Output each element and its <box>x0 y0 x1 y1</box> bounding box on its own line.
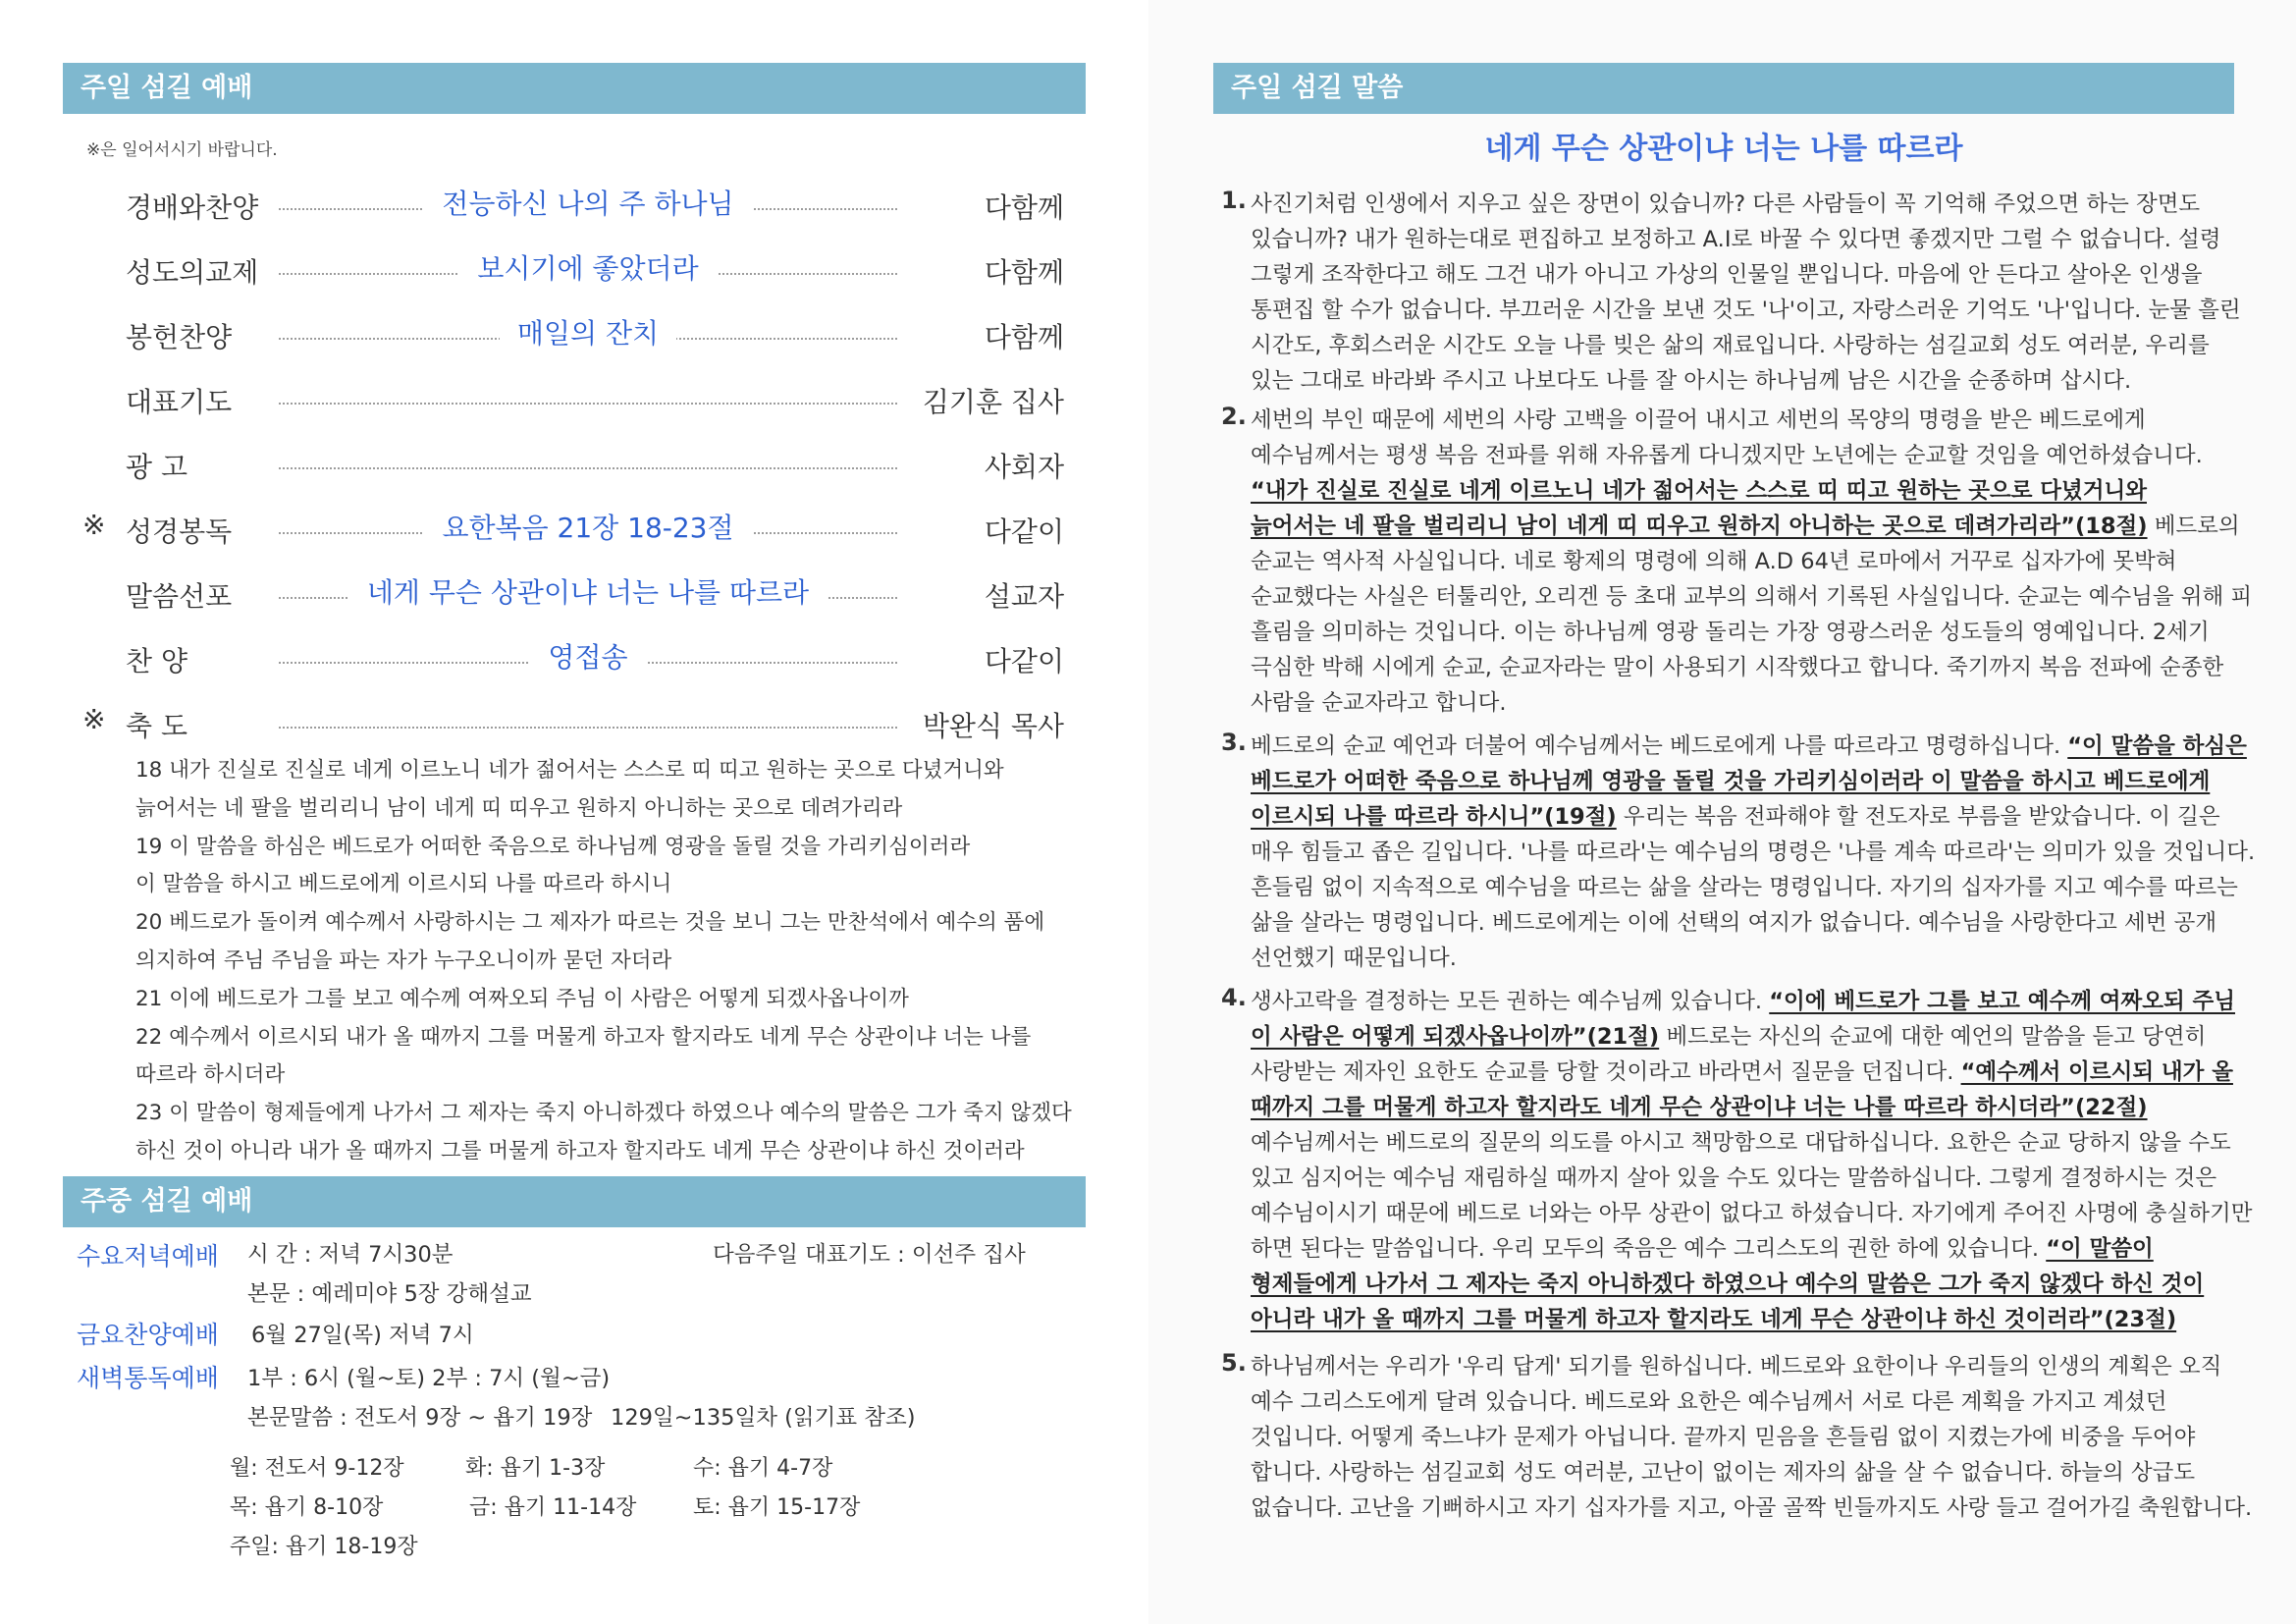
order-row <box>82 505 1064 554</box>
next-prayer: 다음주일 대표기도 : 이선주 집사 <box>713 1242 1026 1268</box>
scripture-line: 따르라 하시더라 <box>135 1062 286 1088</box>
order-leader: 다함께 <box>984 256 1064 289</box>
point-text: 것입니다. 어떻게 죽느냐가 문제가 아닙니다. 끝까지 믿음을 흔들림 없이 지켰는가에 비중을 두어야 <box>1251 1425 2196 1450</box>
scripture-line: 20 베드로가 돌이켜 예수께서 사랑하시는 그 제자가 따르는 것을 보니 그는 만찬석에서 예수의 품에 <box>135 910 1045 936</box>
point-text: 베드로는 자신의 순교에 대한 예언의 말씀을 듣고 당연히 <box>1659 1024 2207 1050</box>
standing-mark: ※ <box>82 703 106 735</box>
order-title-wrap <box>279 183 897 222</box>
point-text: 생사고락을 결정하는 모든 권하는 예수님께 있습니다. <box>1251 989 1770 1014</box>
point-body <box>1251 984 2253 1337</box>
order-row <box>82 375 1064 424</box>
reading-item: 토: 욥기 15-17장 <box>693 1495 861 1520</box>
dawn-label: 새벽통독예배 <box>77 1364 219 1392</box>
point-text: 매우 힘들고 좁은 길입니다. '나를 따르라'는 예수님의 명령은 '나를 계속 따르라'는 의미가 있을 것입니다. <box>1251 839 2256 865</box>
point-line <box>1251 1090 2242 1125</box>
point-text: 사람을 순교자라고 합니다. <box>1251 690 1507 716</box>
standing-note: ※은 일어서시기 바랍니다. <box>86 140 278 160</box>
point-body <box>1251 1349 2253 1526</box>
reading-item: 화: 욥기 1-3장 <box>465 1456 606 1481</box>
quoted-verse: “이 말씀을 하심은 <box>2067 733 2247 759</box>
point-line <box>1251 544 2242 579</box>
point-line <box>1251 509 2242 544</box>
point-number: 5. <box>1221 1349 1247 1377</box>
point-line <box>1251 1384 2242 1420</box>
point-body <box>1251 403 2253 721</box>
point-line <box>1251 1420 2242 1455</box>
order-row <box>82 699 1064 748</box>
wednesday-text: 본문 : 예레미야 5장 강해설교 <box>247 1281 532 1307</box>
point-line <box>1251 403 2242 438</box>
order-label: 축 도 <box>126 710 187 742</box>
point-text: 없습니다. 고난을 기뻐하시고 자기 십자가를 지고, 아골 골짝 빈들까지도 사랑 들고 걸어가길 축원합니다. <box>1251 1495 2253 1521</box>
order-title: 매일의 잔치 <box>500 317 676 350</box>
point-text: 삶을 살라는 명령입니다. 베드로에게는 이에 선택의 여지가 없습니다. 예수님을 사랑한다고 세번 공개 <box>1251 910 2217 936</box>
order-label: 경배와찬양 <box>126 191 259 224</box>
scripture-line: 23 이 말씀이 형제들에게 나가서 그 제자는 죽지 아니하겠다 하였으나 예수의 말씀은 그가 죽지 않겠다 <box>135 1101 1072 1126</box>
reading-item: 월: 전도서 9-12장 <box>230 1456 404 1481</box>
order-title-wrap <box>279 312 897 352</box>
point-text: 하나님께서는 우리가 '우리 답게' 되기를 원하십니다. 베드로와 요한이나 우리들의 인생의 계획은 오직 <box>1251 1354 2222 1380</box>
point-line <box>1251 685 2242 721</box>
order-leader: 김기훈 집사 <box>922 386 1064 418</box>
point-line <box>1251 941 2242 976</box>
point-line <box>1251 1349 2242 1384</box>
leader-dots <box>279 727 897 729</box>
point-line <box>1251 1302 2242 1337</box>
point-line <box>1251 257 2242 293</box>
dawn-text: 본문말씀 : 전도서 9장 ~ 욥기 19장 <box>247 1405 593 1431</box>
order-row <box>82 310 1064 359</box>
point-line <box>1251 1125 2242 1161</box>
point-text: 그렇게 조작한다고 해도 그건 내가 아니고 가상의 인물일 뿐입니다. 마음에 안 든다고 살아온 인생을 <box>1251 262 2203 288</box>
order-title-wrap <box>279 571 897 611</box>
scripture-line: 21 이에 베드로가 그를 보고 예수께 여짜오되 주님 이 사람은 어떻게 되겠사옵나이까 <box>135 986 909 1011</box>
point-line <box>1251 799 2242 835</box>
point-line <box>1251 293 2242 328</box>
point-line <box>1251 1055 2242 1090</box>
point-text: 베드로의 <box>2147 514 2240 539</box>
reading-item: 주일: 욥기 18-19장 <box>230 1535 418 1559</box>
friday-time: 6월 27일(목) 저녁 7시 <box>251 1323 474 1348</box>
quoted-verse: 이르시되 나를 따르라 하시니”(19절) <box>1251 804 1617 830</box>
order-row <box>82 440 1064 489</box>
point-text: 베드로의 순교 예언과 더불어 예수님께서는 베드로에게 나를 따르라고 명령하십니다. <box>1251 733 2068 759</box>
order-label: 성도의교제 <box>126 256 259 289</box>
order-leader: 다함께 <box>984 191 1064 224</box>
order-title: 네게 무슨 상관이냐 너는 나를 따르라 <box>349 576 827 609</box>
order-title: 보시기에 좋았더라 <box>459 252 716 285</box>
point-text: 흔들림 없이 지속적으로 예수님을 따르는 삶을 살라는 명령입니다. 자기의 십자가를 지고 예수를 따르는 <box>1251 875 2238 900</box>
order-row <box>82 634 1064 683</box>
order-label: 성경봉독 <box>126 515 233 548</box>
standing-mark: ※ <box>82 509 106 541</box>
sermon-header: 주일 섬길 말씀 <box>1213 63 2234 114</box>
point-number: 3. <box>1221 729 1247 756</box>
point-line <box>1251 1019 2242 1055</box>
point-line <box>1251 438 2242 473</box>
point-text: 예수 그리스도에게 달려 있습니다. 베드로와 요한은 예수님께서 서로 다른 계획을 가지고 계셨던 <box>1251 1389 2167 1415</box>
point-text: 있습니까? 내가 원하는대로 편집하고 보정하고 A.I로 바꿀 수 있다면 좋겠지만 그럴 수 없습니다. 설령 <box>1251 227 2221 252</box>
worship-header: 주일 섬길 예배 <box>63 63 1086 114</box>
scripture-line: 18 내가 진실로 진실로 네게 이르노니 네가 젊어서는 스스로 띠 띠고 원하는 곳으로 다녔거니와 <box>135 758 1004 783</box>
point-line <box>1251 984 2242 1019</box>
order-title-wrap <box>279 247 897 287</box>
reading-item: 수: 욥기 4-7장 <box>693 1456 833 1481</box>
point-line <box>1251 328 2242 363</box>
scripture-line: 이 말씀을 하시고 베드로에게 이르시되 나를 따르라 하시니 <box>135 872 672 897</box>
scripture-line: 19 이 말씀을 하심은 베드로가 어떠한 죽음으로 하나님께 영광을 돌릴 것을 가리키심이러라 <box>135 834 971 859</box>
point-line <box>1251 1161 2242 1196</box>
quoted-verse: 아니라 내가 올 때까지 그를 머물게 하고자 할지라도 네게 무슨 상관이냐 하신 것이러라”(23절) <box>1251 1307 2177 1332</box>
point-number: 1. <box>1221 187 1247 214</box>
point-line <box>1251 905 2242 941</box>
point-text: 예수님이시기 때문에 베드로 너와는 아무 상관이 없다고 하셨습니다. 자기에게 주어진 사명에 충실하기만 <box>1251 1201 2253 1226</box>
point-line <box>1251 1196 2253 1231</box>
dawn-days: 129일~135일차 (읽기표 참조) <box>611 1405 916 1431</box>
order-leader: 설교자 <box>984 580 1064 613</box>
point-line <box>1251 187 2242 222</box>
point-text: 통편집 할 수가 없습니다. 부끄러운 시간을 보낸 것도 '나'이고, 자랑스러운 기억도 '나'입니다. 눈물 흘린 <box>1251 298 2241 323</box>
order-leader: 다같이 <box>984 515 1064 548</box>
point-body <box>1251 729 2256 976</box>
point-text: 극심한 박해 시에게 순교, 순교자라는 말이 사용되기 시작했다고 합니다. 죽기까지 복음 전파에 순종한 <box>1251 655 2224 680</box>
point-line <box>1251 1455 2242 1490</box>
leader-dots <box>279 467 897 469</box>
point-line <box>1251 764 2242 799</box>
point-text: 있는 그대로 바라봐 주시고 나보다도 나를 잘 아시는 하나님께 남은 시간을 순종하며 삽시다. <box>1251 368 2132 394</box>
order-title: 요한복음 21장 18-23절 <box>424 512 751 544</box>
order-title: 영접송 <box>530 641 645 674</box>
order-title-wrap <box>279 507 897 546</box>
order-leader: 사회자 <box>984 451 1064 483</box>
point-line <box>1251 222 2242 257</box>
quoted-verse: 때까지 그를 머물게 하고자 할지라도 네게 무슨 상관이냐 너는 나를 따르라 하시더라”(22절) <box>1251 1095 2148 1120</box>
order-leader: 다같이 <box>984 645 1064 677</box>
point-text: 예수님께서는 베드로의 질문의 의도를 아시고 책망함으로 대답하십니다. 요한은 순교 당하지 않을 수도 <box>1251 1130 2231 1156</box>
scripture-line: 하신 것이 아니라 내가 올 때까지 그를 머물게 하고자 할지라도 네게 무슨 상관이냐 하신 것이러라 <box>135 1138 1025 1164</box>
dawn-time: 1부 : 6시 (월~토) 2부 : 7시 (월~금) <box>247 1366 611 1391</box>
order-label: 광 고 <box>126 451 187 483</box>
scripture-passage <box>135 752 1078 1171</box>
wednesday-time: 시 간 : 저녁 7시30분 <box>247 1242 454 1268</box>
order-label: 말씀선포 <box>126 580 233 613</box>
point-line <box>1251 579 2253 615</box>
quoted-verse: 베드로가 어떠한 죽음으로 하나님께 영광을 돌릴 것을 가리키심이러라 이 말씀을 하시고 베드로에게 <box>1251 769 2211 794</box>
order-label: 봉헌찬양 <box>126 321 233 353</box>
point-text: 합니다. 사랑하는 섬길교회 성도 여러분, 고난이 없이는 제자의 삶을 살 수 없습니다. 하늘의 상급도 <box>1251 1460 2196 1486</box>
point-text: 사랑받는 제자인 요한도 순교를 당할 것이라고 바라면서 질문을 던집니다. <box>1251 1059 1961 1085</box>
point-number: 4. <box>1221 984 1247 1011</box>
wednesday-label: 수요저녁예배 <box>77 1242 219 1271</box>
reading-item: 목: 욥기 8-10장 <box>230 1495 384 1520</box>
quoted-verse: “예수께서 이르시되 내가 올 <box>1960 1059 2233 1085</box>
order-title-wrap <box>279 636 897 676</box>
point-text: 세번의 부인 때문에 세번의 사랑 고백을 이끌어 내시고 세번의 목양의 명령을 받은 베드로에게 <box>1251 407 2146 433</box>
point-line <box>1251 473 2242 509</box>
quoted-verse: 늙어서는 네 팔을 벌리리니 남이 네게 띠 띠우고 원하지 아니하는 곳으로 데려가리라”(18절) <box>1251 514 2148 539</box>
sermon-title: 네게 무슨 상관이냐 너는 나를 따르라 <box>1484 132 1963 166</box>
point-text: 선언했기 때문입니다. <box>1251 946 1457 971</box>
point-text: 있고 심지어는 예수님 재림하실 때까지 살아 있을 수도 있다는 말씀하십니다. 그렇게 결정하시는 것은 <box>1251 1165 2217 1191</box>
point-line <box>1251 363 2242 399</box>
order-leader: 다함께 <box>984 321 1064 353</box>
order-label: 대표기도 <box>126 386 233 418</box>
quoted-verse: “내가 진실로 진실로 네게 이르노니 네가 젊어서는 스스로 띠 띠고 원하는 곳으로 다녔거니와 <box>1251 478 2147 504</box>
point-text: 시간도, 후회스러운 시간도 오늘 나를 빚은 삶의 재료입니다. 사랑하는 섬길교회 성도 여러분, 우리를 <box>1251 333 2210 358</box>
point-line <box>1251 870 2242 905</box>
quoted-verse: 형제들에게 나가서 그 제자는 죽지 아니하겠다 하였으나 예수의 말씀은 그가 죽지 않겠다 하신 것이 <box>1251 1272 2205 1297</box>
order-row <box>82 181 1064 230</box>
point-text: 예수님께서는 평생 복음 전파를 위해 자유롭게 다니겠지만 노년에는 순교할 것임을 예언하셨습니다. <box>1251 443 2203 468</box>
point-line <box>1251 1490 2253 1526</box>
quoted-verse: 이 사람은 어떻게 되겠사옵나이까”(21절) <box>1251 1024 1660 1050</box>
order-row <box>82 569 1064 619</box>
scripture-line: 22 예수께서 이르시되 내가 올 때까지 그를 머물게 하고자 할지라도 네게 무슨 상관이냐 너는 나를 <box>135 1024 1032 1050</box>
friday-label: 금요찬양예배 <box>77 1321 219 1349</box>
point-text: 사진기처럼 인생에서 지우고 싶은 장면이 있습니까? 다른 사람들이 꼭 기억해 주었으면 하는 장면도 <box>1251 191 2201 217</box>
point-text: 순교는 역사적 사실입니다. 네로 황제의 명령에 의해 A.D 64년 로마에서 거꾸로 십자가에 못박혀 <box>1251 549 2177 574</box>
point-line <box>1251 1231 2242 1267</box>
point-body <box>1251 187 2242 399</box>
quoted-verse: “이 말씀이 <box>2046 1236 2154 1262</box>
scripture-line: 의지하여 주님 주님을 파는 자가 누구오니이까 묻던 자더라 <box>135 947 672 973</box>
point-number: 2. <box>1221 403 1247 430</box>
order-title: 전능하신 나의 주 하나님 <box>424 188 751 220</box>
order-leader: 박완식 목사 <box>922 710 1064 742</box>
reading-item: 금: 욥기 11-14장 <box>469 1495 637 1520</box>
point-text: 순교했다는 사실은 터툴리안, 오리겐 등 초대 교부의 의해서 기록된 사실입니다. 순교는 예수님을 위해 피 <box>1251 584 2253 610</box>
point-text: 우리는 복음 전파해야 할 전도자로 부름을 받았습니다. 이 길은 <box>1616 804 2220 830</box>
point-line <box>1251 650 2242 685</box>
point-line <box>1251 615 2242 650</box>
order-label: 찬 양 <box>126 645 187 677</box>
point-line <box>1251 1267 2242 1302</box>
weekday-header: 주중 섬길 예배 <box>63 1176 1086 1227</box>
point-text: 하면 된다는 말씀입니다. 우리 모두의 죽음은 예수 그리스도의 권한 하에 있습니다. <box>1251 1236 2047 1262</box>
scripture-line: 늙어서는 네 팔을 벌리리니 남이 네게 띠 띠우고 원하지 아니하는 곳으로 데려가리라 <box>135 795 903 821</box>
point-line <box>1251 835 2256 870</box>
quoted-verse: “이에 베드로가 그를 보고 예수께 여짜오되 주님 <box>1769 989 2236 1014</box>
point-text: 흘림을 의미하는 것입니다. 이는 하나님께 영광 돌리는 가장 영광스러운 성도들의 영예입니다. 2세기 <box>1251 620 2210 645</box>
point-line <box>1251 729 2247 764</box>
order-row <box>82 245 1064 295</box>
leader-dots <box>279 403 897 405</box>
